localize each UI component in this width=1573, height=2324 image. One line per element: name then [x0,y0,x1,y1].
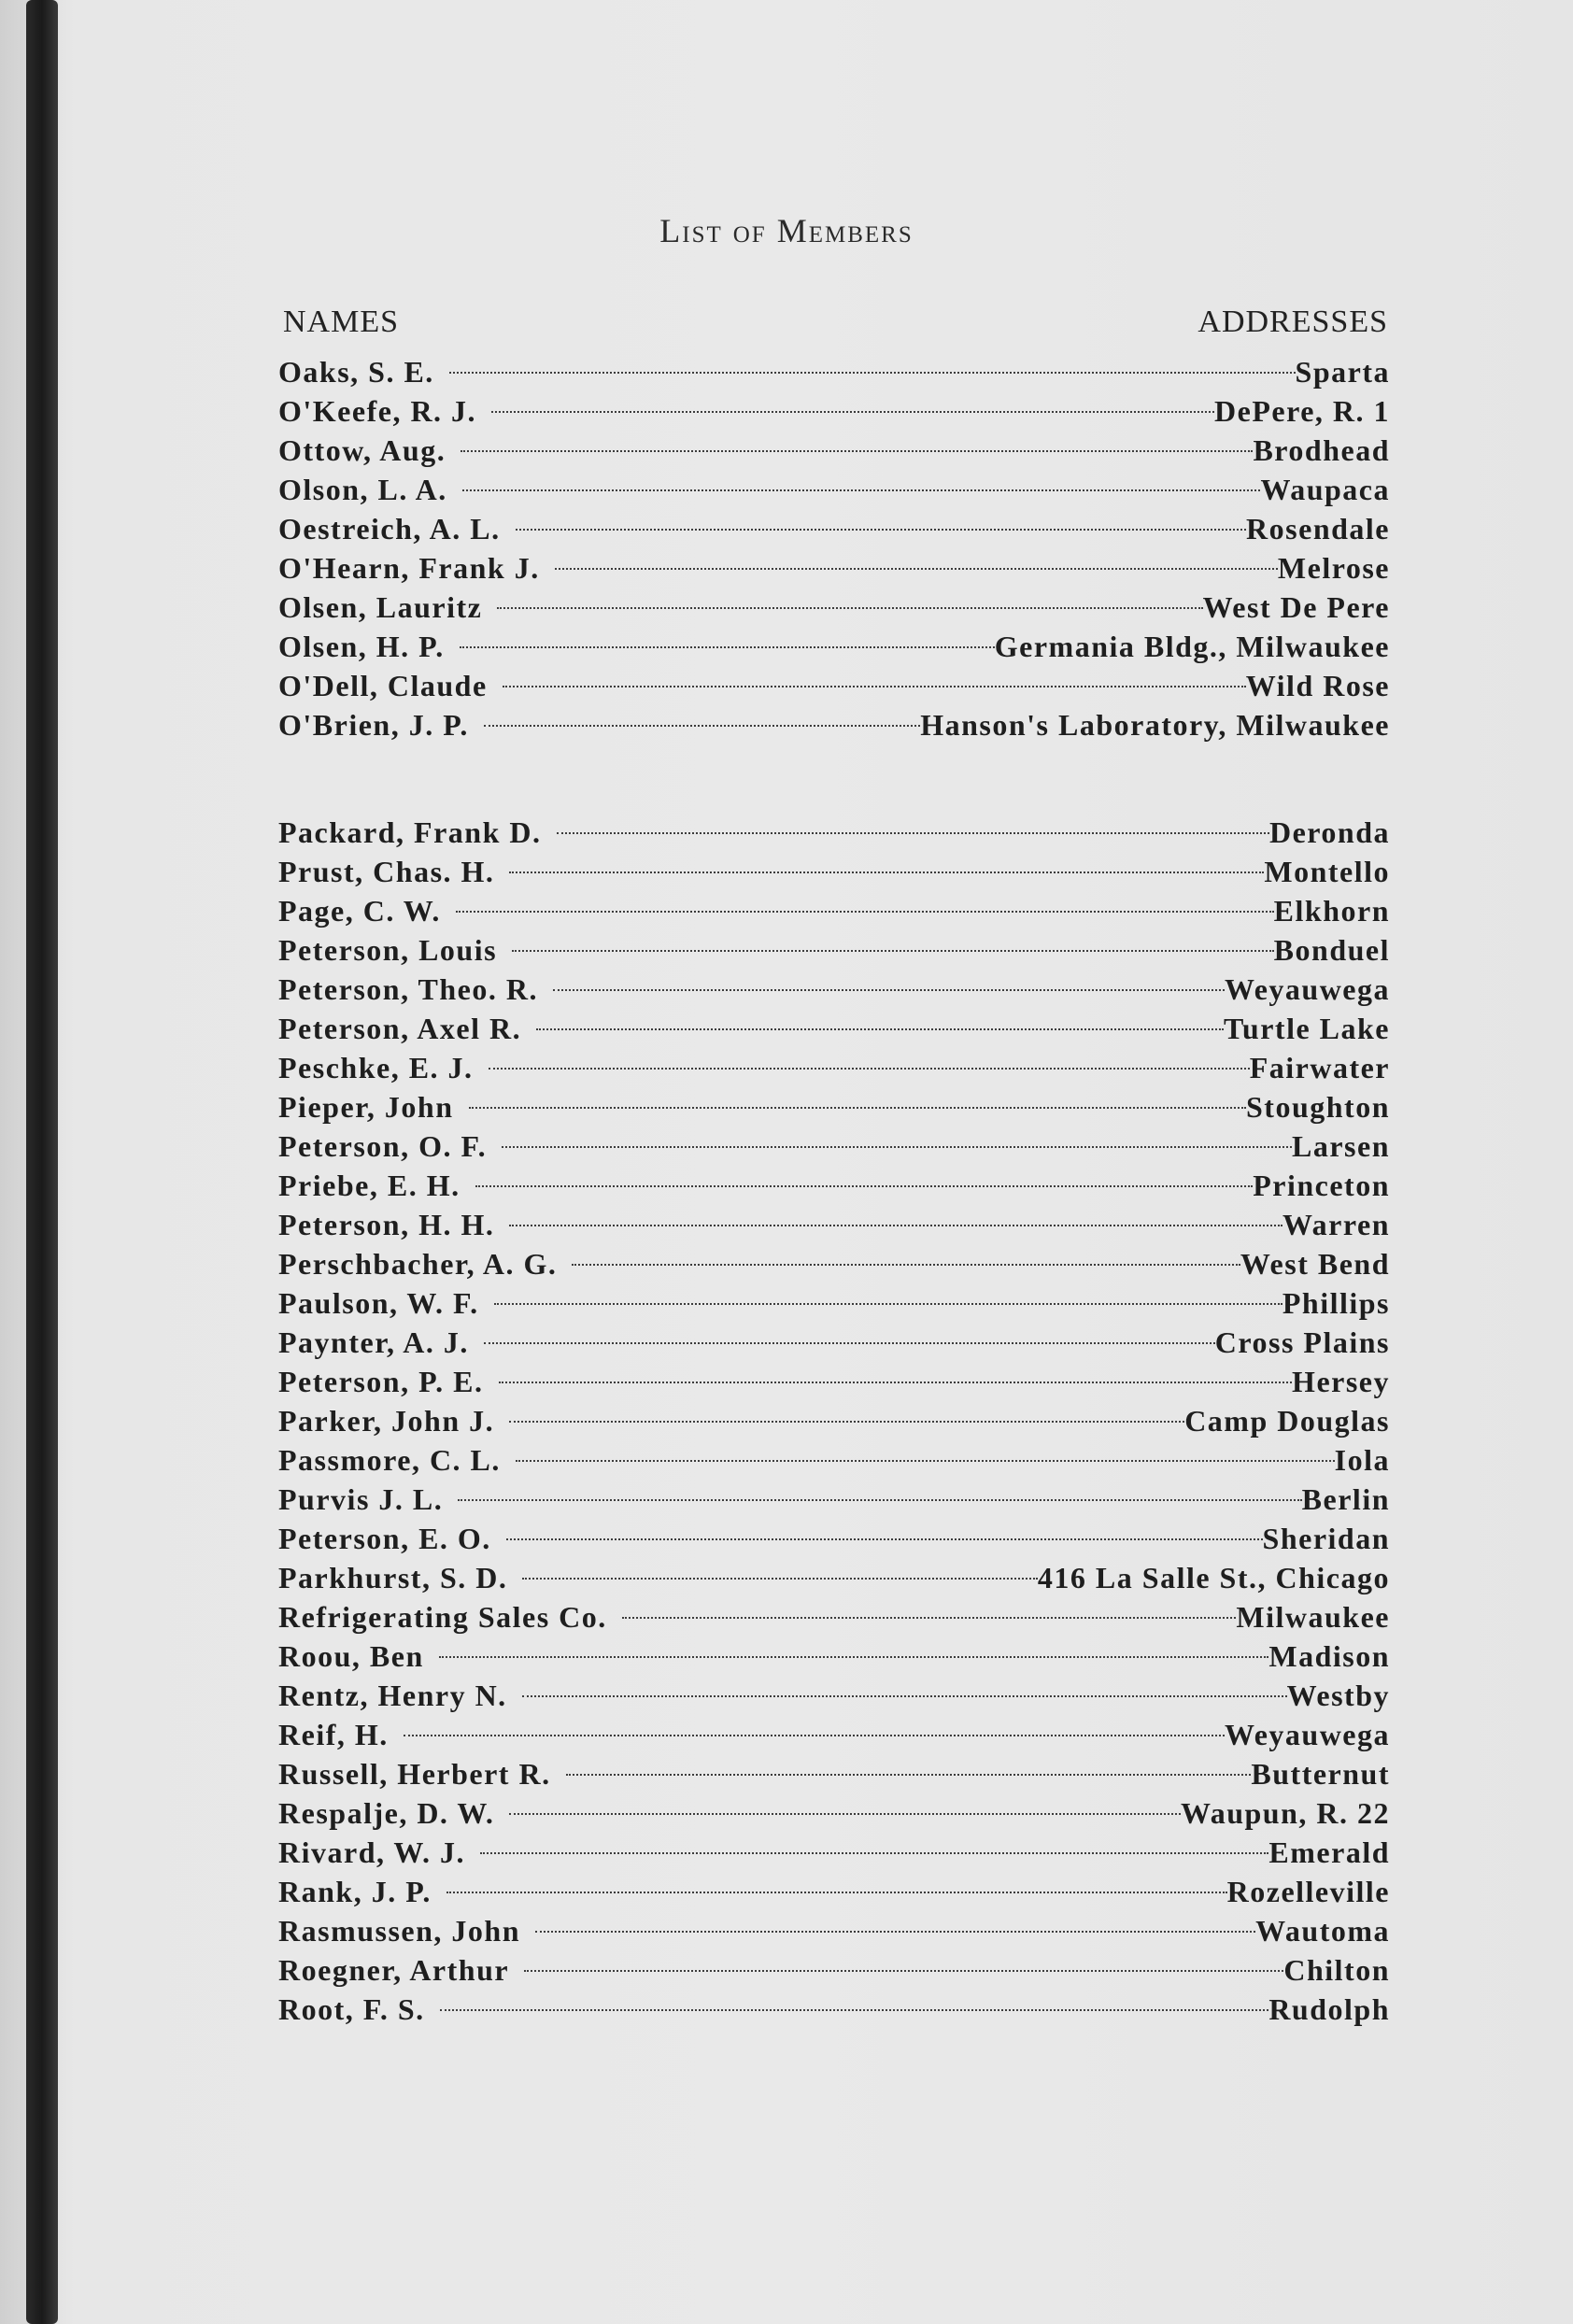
dot-leader [461,450,1253,452]
member-row [278,1166,1390,1205]
member-row [278,548,1390,588]
member-row [278,1244,1390,1283]
member-row [278,470,1390,509]
member-address: Sparta [1295,355,1390,389]
member-name: Olsen, Lauritz [278,590,483,624]
member-row [278,1715,1390,1754]
member-name: Ottow, Aug. [278,433,446,467]
member-name: O'Hearn, Frank J. [278,551,540,585]
member-address: Waupun, R. 22 [1180,1796,1390,1830]
member-name: Reif, H. [278,1718,389,1751]
member-name: Oestreich, A. L. [278,512,501,546]
member-name: Rank, J. P. [278,1875,432,1908]
member-address: Milwaukee [1236,1600,1390,1634]
member-name: Packard, Frank D. [278,815,542,849]
member-row [278,1519,1390,1558]
member-name: Priebe, E. H. [278,1169,461,1202]
member-row [278,588,1390,627]
member-row [278,431,1390,470]
member-address: Cross Plains [1214,1325,1390,1359]
member-name: Pieper, John [278,1090,454,1124]
dot-leader [555,568,1278,570]
member-address: Brodhead [1253,433,1390,467]
dot-leader [522,1695,1287,1697]
member-address: Rozelleville [1226,1875,1390,1908]
dot-leader [480,1852,1268,1854]
member-address: Warren [1282,1208,1390,1241]
dot-leader [404,1735,1225,1736]
member-address: Elkhorn [1273,894,1390,928]
member-name: Oaks, S. E. [278,355,434,389]
member-name: Root, F. S. [278,1992,425,2026]
member-name: Peterson, Theo. R. [278,972,538,1006]
member-name: O'Brien, J. P. [278,708,469,742]
member-row [278,1597,1390,1637]
dot-leader [535,1931,1255,1933]
member-name: Rasmussen, John [278,1914,521,1948]
member-list-o [278,352,1390,744]
dot-leader [512,950,1274,952]
member-address: Weyauwega [1224,972,1390,1006]
member-name: Paulson, W. F. [278,1286,479,1320]
member-address: DePere, R. 1 [1214,394,1390,428]
member-address: Hersey [1292,1365,1390,1398]
dot-leader [494,1303,1282,1305]
dot-leader [484,725,920,727]
member-row [278,1205,1390,1244]
binding-edge [0,0,28,2324]
dot-leader [503,686,1246,687]
member-address: 416 La Salle St., Chicago [1037,1561,1390,1594]
member-row [278,352,1390,391]
member-address: Deronda [1268,815,1390,849]
dot-leader [536,1028,1224,1030]
member-address: Madison [1268,1639,1390,1673]
member-name: Paynter, A. J. [278,1325,469,1359]
member-address: Waupaca [1260,473,1390,506]
member-address: Butternut [1251,1757,1390,1791]
member-name: Peschke, E. J. [278,1051,474,1084]
member-address: Weyauwega [1224,1718,1390,1751]
member-row [278,813,1390,852]
member-row [278,1127,1390,1166]
member-address: Stoughton [1246,1090,1390,1124]
page-title: List of Members [659,212,914,249]
dot-leader [462,489,1261,491]
member-name: Olsen, H. P. [278,630,445,663]
member-list-p-r [278,813,1390,2029]
member-row [278,1637,1390,1676]
member-address: West Bend [1240,1247,1390,1281]
dot-leader [524,1970,1283,1972]
member-address: Montello [1264,855,1390,888]
member-row [278,627,1390,666]
member-name: O'Keefe, R. J. [278,394,477,428]
member-row [278,1401,1390,1440]
dot-leader [572,1264,1240,1266]
dot-leader [475,1185,1254,1187]
member-address: Emerald [1268,1835,1390,1869]
dot-leader [489,1068,1250,1070]
member-row [278,1676,1390,1715]
dot-leader [499,1382,1293,1383]
dot-leader [557,832,1269,834]
member-address: Bonduel [1273,933,1390,967]
dot-leader [502,1146,1292,1148]
dot-leader [491,411,1214,413]
member-name: Parkhurst, S. D. [278,1561,508,1594]
member-row [278,1480,1390,1519]
member-row [278,930,1390,970]
member-row [278,1793,1390,1833]
member-name: Roou, Ben [278,1639,424,1673]
member-row [278,391,1390,431]
member-address: Rudolph [1268,1992,1390,2026]
dot-leader [460,646,995,648]
member-row [278,1990,1390,2029]
member-row [278,1283,1390,1323]
member-name: O'Dell, Claude [278,669,488,702]
member-name: Roegner, Arthur [278,1953,510,1987]
member-address: Iola [1334,1443,1390,1477]
dot-leader [509,1225,1282,1226]
member-address: Rosendale [1246,512,1390,546]
dot-leader [456,911,1274,913]
member-name: Rentz, Henry N. [278,1679,507,1712]
member-row [278,1558,1390,1597]
dot-leader [458,1499,1301,1501]
member-row [278,1833,1390,1872]
member-row [278,1362,1390,1401]
member-row [278,1872,1390,1911]
member-row [278,1009,1390,1048]
dot-leader [506,1538,1263,1540]
member-address: Larsen [1292,1129,1390,1163]
member-address: Westby [1286,1679,1390,1712]
member-name: Respalje, D. W. [278,1796,495,1830]
member-address: Chilton [1283,1953,1390,1987]
member-name: Peterson, H. H. [278,1208,495,1241]
member-address: Melrose [1277,551,1390,585]
dot-leader [522,1578,1038,1580]
member-address: Hanson's Laboratory, Milwaukee [920,708,1390,742]
member-name: Olson, L. A. [278,473,447,506]
dot-leader [484,1342,1215,1344]
member-row [278,852,1390,891]
dot-leader [497,607,1202,609]
member-row [278,666,1390,705]
member-row [278,891,1390,930]
member-name: Page, C. W. [278,894,441,928]
dot-leader [516,1460,1335,1462]
member-name: Parker, John J. [278,1404,495,1438]
dot-leader [516,529,1246,531]
dot-leader [446,1892,1227,1893]
dot-leader [509,1421,1184,1423]
member-address: Phillips [1282,1286,1390,1320]
dot-leader [469,1107,1247,1109]
member-address: Princeton [1253,1169,1390,1202]
addresses-column-header: ADDRESSES [1197,305,1388,339]
dot-leader [553,989,1225,991]
member-row [278,1440,1390,1480]
member-address: Fairwater [1249,1051,1390,1084]
member-name: Peterson, O. F. [278,1129,488,1163]
member-address: West De Pere [1202,590,1390,624]
member-address: Wautoma [1255,1914,1390,1948]
member-row [278,1911,1390,1950]
member-address: Sheridan [1262,1522,1390,1555]
member-name: Peterson, P. E. [278,1365,484,1398]
member-address: Turtle Lake [1224,1012,1390,1045]
member-name: Peterson, Axel R. [278,1012,522,1045]
names-column-header: NAMES [283,305,400,339]
member-name: Prust, Chas. H. [278,855,495,888]
member-name: Peterson, E. O. [278,1522,491,1555]
member-row [278,1323,1390,1362]
dot-leader [566,1774,1252,1776]
member-name: Russell, Herbert R. [278,1757,551,1791]
member-row [278,509,1390,548]
member-row [278,1048,1390,1087]
member-name: Passmore, C. L. [278,1443,501,1477]
book-spine [26,0,58,2324]
member-name: Peterson, Louis [278,933,498,967]
dot-leader [509,872,1264,873]
member-row [278,970,1390,1009]
dot-leader [439,1656,1269,1658]
member-address: Wild Rose [1245,669,1390,702]
member-address: Germania Bldg., Milwaukee [994,630,1390,663]
dot-leader [440,2009,1269,2011]
member-row [278,1754,1390,1793]
dot-leader [622,1617,1237,1619]
dot-leader [509,1813,1181,1815]
member-name: Refrigerating Sales Co. [278,1600,607,1634]
member-row [278,1950,1390,1990]
member-address: Camp Douglas [1184,1404,1390,1438]
member-name: Rivard, W. J. [278,1835,465,1869]
member-name: Perschbacher, A. G. [278,1247,558,1281]
member-row [278,705,1390,744]
member-address: Berlin [1301,1482,1390,1516]
member-name: Purvis J. L. [278,1482,444,1516]
member-row [278,1087,1390,1127]
dot-leader [449,372,1296,374]
